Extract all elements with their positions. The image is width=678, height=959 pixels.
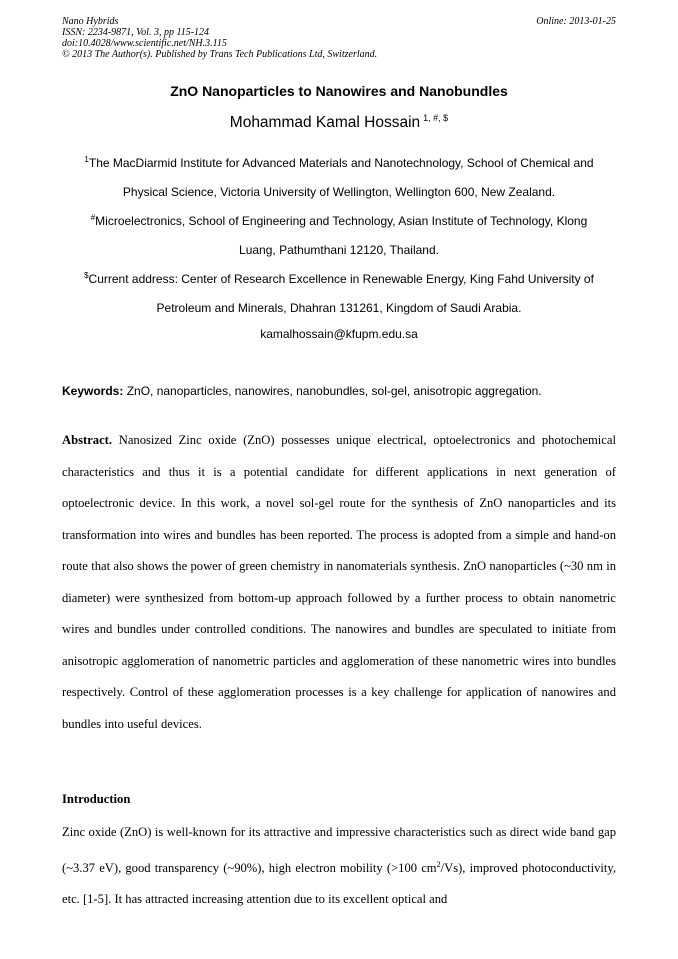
affiliation-mark: # <box>90 213 96 222</box>
copyright-line: © 2013 The Author(s). Published by Trans Tech Publications Ltd, Switzerland. <box>62 49 378 60</box>
affiliation-mark: 1 <box>84 155 89 164</box>
abstract <box>62 425 616 740</box>
author-marks: 1, #, $ <box>423 113 449 123</box>
affiliation-text: Luang, Pathumthani 12120, Thailand. <box>239 243 439 257</box>
doi-line: doi:10.4028/www.scientific.net/NH.3.115 <box>62 38 227 49</box>
paper-title: ZnO Nanoparticles to Nanowires and Nanobundles <box>170 83 508 99</box>
intro-text-a: Zinc oxide (ZnO) is well-known for its attractive and impressive characteristics such as direct wide band gap (~3.37 eV), good transparency (~90%), high electron mobility (>100 cm <box>62 825 616 875</box>
affiliation-text: Microelectronics, School of Engineering and Technology, Asian Institute of Technology, Klong <box>95 214 588 228</box>
issn-line: ISSN: 2234-9871, Vol. 3, pp 115-124 <box>62 27 210 38</box>
keywords-text: ZnO, nanoparticles, nanowires, nanobundles, sol-gel, anisotropic aggregation. <box>126 384 542 398</box>
online-date: Online: 2013-01-25 <box>536 16 616 27</box>
page-header <box>62 16 616 60</box>
introduction-heading: Introduction <box>62 792 131 806</box>
abstract-text: Nanosized Zinc oxide (ZnO) possesses unique electrical, optoelectronics and photochemical characteristics and thus it is a potential candidate for different applications in next generation of optoelectronic device. In this work, a novel sol-gel route for the synthesis of ZnO nanoparticles and its transformation into wires and bundles has been reported. The process is adopted from a simple and hand-on route that also shows the power of green chemistry in nanomaterials synthesis. ZnO nanoparticles (~30 nm in diameter) were synthesized from bottom-up approach followed by a further process to obtain nanometric wires and bundles under controlled conditions. The nanowires and bundles are speculated to initiate from anisotropic agglomeration of nanometric particles and agglomeration of these nanometric wires into bundles respectively. Control of these agglomeration processes is a key challenge for application of nanowires and bundles into useful devices. <box>62 433 616 731</box>
author-line <box>0 113 678 132</box>
affiliation-1 <box>62 145 616 207</box>
affiliation-mark: $ <box>84 271 89 280</box>
affiliation-2 <box>62 203 616 265</box>
author-email: kamalhossain@kfupm.edu.sa <box>260 327 418 341</box>
keywords <box>62 381 616 401</box>
affiliation-text: The MacDiarmid Institute for Advanced Materials and Nanotechnology, School of Chemical and <box>88 156 594 170</box>
affiliation-3 <box>62 261 616 323</box>
affiliation-text: Physical Science, Victoria University of Wellington, Wellington 600, New Zealand. <box>122 185 556 199</box>
affiliation-text: Petroleum and Minerals, Dhahran 131261, Kingdom of Saudi Arabia. <box>156 301 522 315</box>
author-name: Mohammad Kamal Hossain <box>229 114 421 131</box>
affiliation-text: Current address: Center of Research Excellence in Renewable Energy, King Fahd University of <box>88 272 594 286</box>
abstract-label: Abstract. <box>62 433 113 447</box>
journal-name: Nano Hybrids <box>62 16 119 27</box>
intro-superscript: 2 <box>436 859 441 869</box>
keywords-label: Keywords: <box>62 384 124 398</box>
introduction-paragraph <box>62 817 616 916</box>
intro-text-b: /Vs), improved photoconductivity, etc. [1-5]. It has attracted increasing attention due to its excellent optical and <box>62 860 616 906</box>
